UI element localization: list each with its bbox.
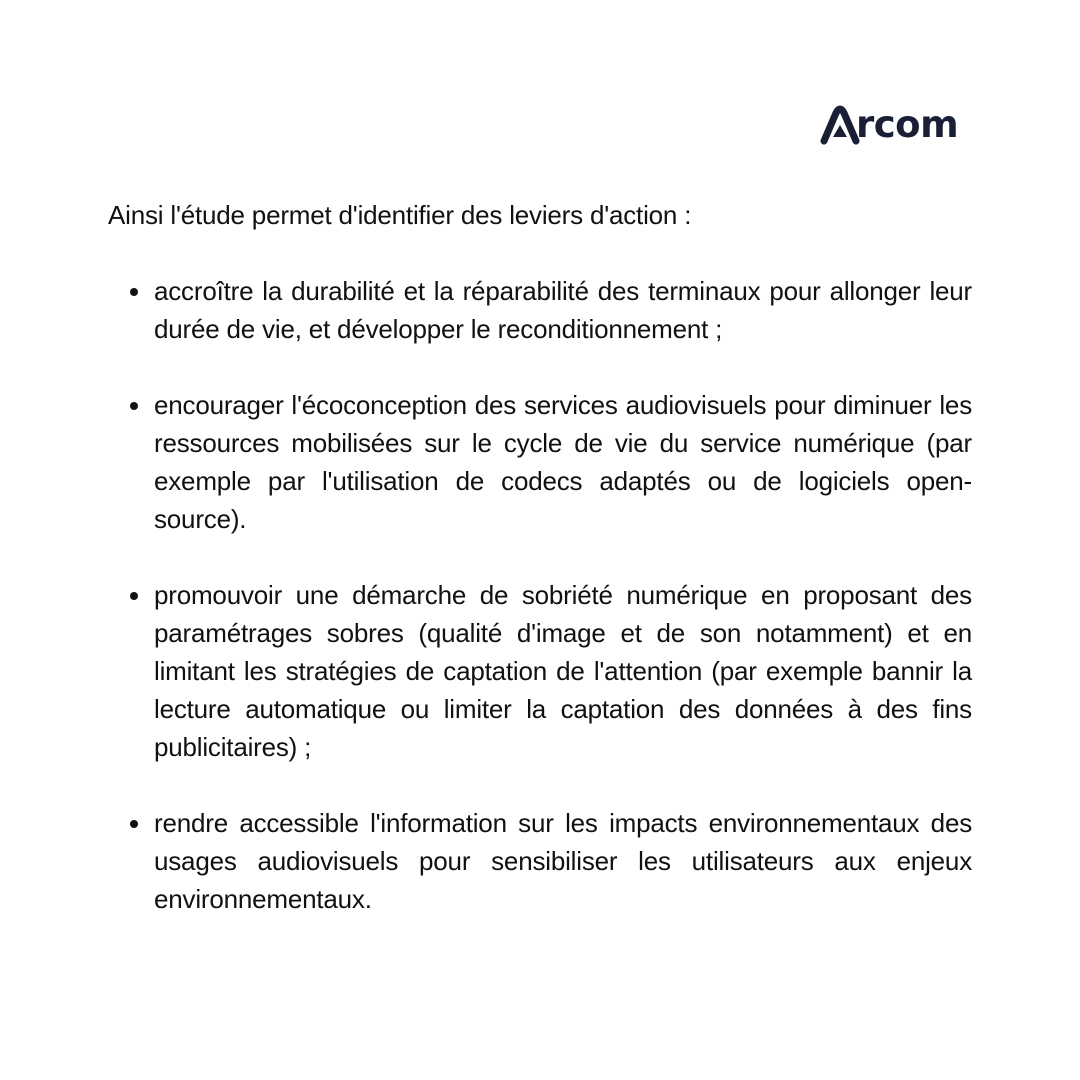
arcom-a-logo-icon (820, 105, 860, 145)
document-body (108, 196, 972, 956)
list-item (108, 576, 972, 766)
list-item-text: rendre accessible l'information sur les impacts environnementaux des usages audiovisuels pour sensibiliser les utilisateurs aux enjeux environnementaux. (154, 808, 972, 914)
bullet-dot-icon (130, 820, 138, 828)
bullet-dot-icon (130, 288, 138, 296)
bullet-dot-icon (130, 592, 138, 600)
bullet-dot-icon (130, 402, 138, 410)
list-item (108, 272, 972, 348)
list-item-text: encourager l'écoconception des services audiovisuels pour diminuer les ressources mobilisées sur le cycle de vie du service numérique (par exemple par l'utilisation de codecs adaptés ou de logiciels open-source). (154, 390, 972, 534)
list-item (108, 386, 972, 538)
list-item (108, 804, 972, 918)
arcom-logo (820, 104, 972, 146)
action-levers-list (108, 272, 972, 918)
logo-wordmark: rcom (856, 103, 959, 146)
list-item-text: accroître la durabilité et la réparabilité des terminaux pour allonger leur durée de vie, et développer le reconditionnement ; (154, 276, 972, 344)
list-item-text: promouvoir une démarche de sobriété numérique en proposant des paramétrages sobres (qualité d'image et de son notamment) et en limitant les stratégies de captation de l'attention (par exemple bannir la lecture automatique ou limiter la captation des données à des fins publicitaires) ; (154, 580, 972, 762)
intro-paragraph: Ainsi l'étude permet d'identifier des leviers d'action : (108, 200, 692, 230)
